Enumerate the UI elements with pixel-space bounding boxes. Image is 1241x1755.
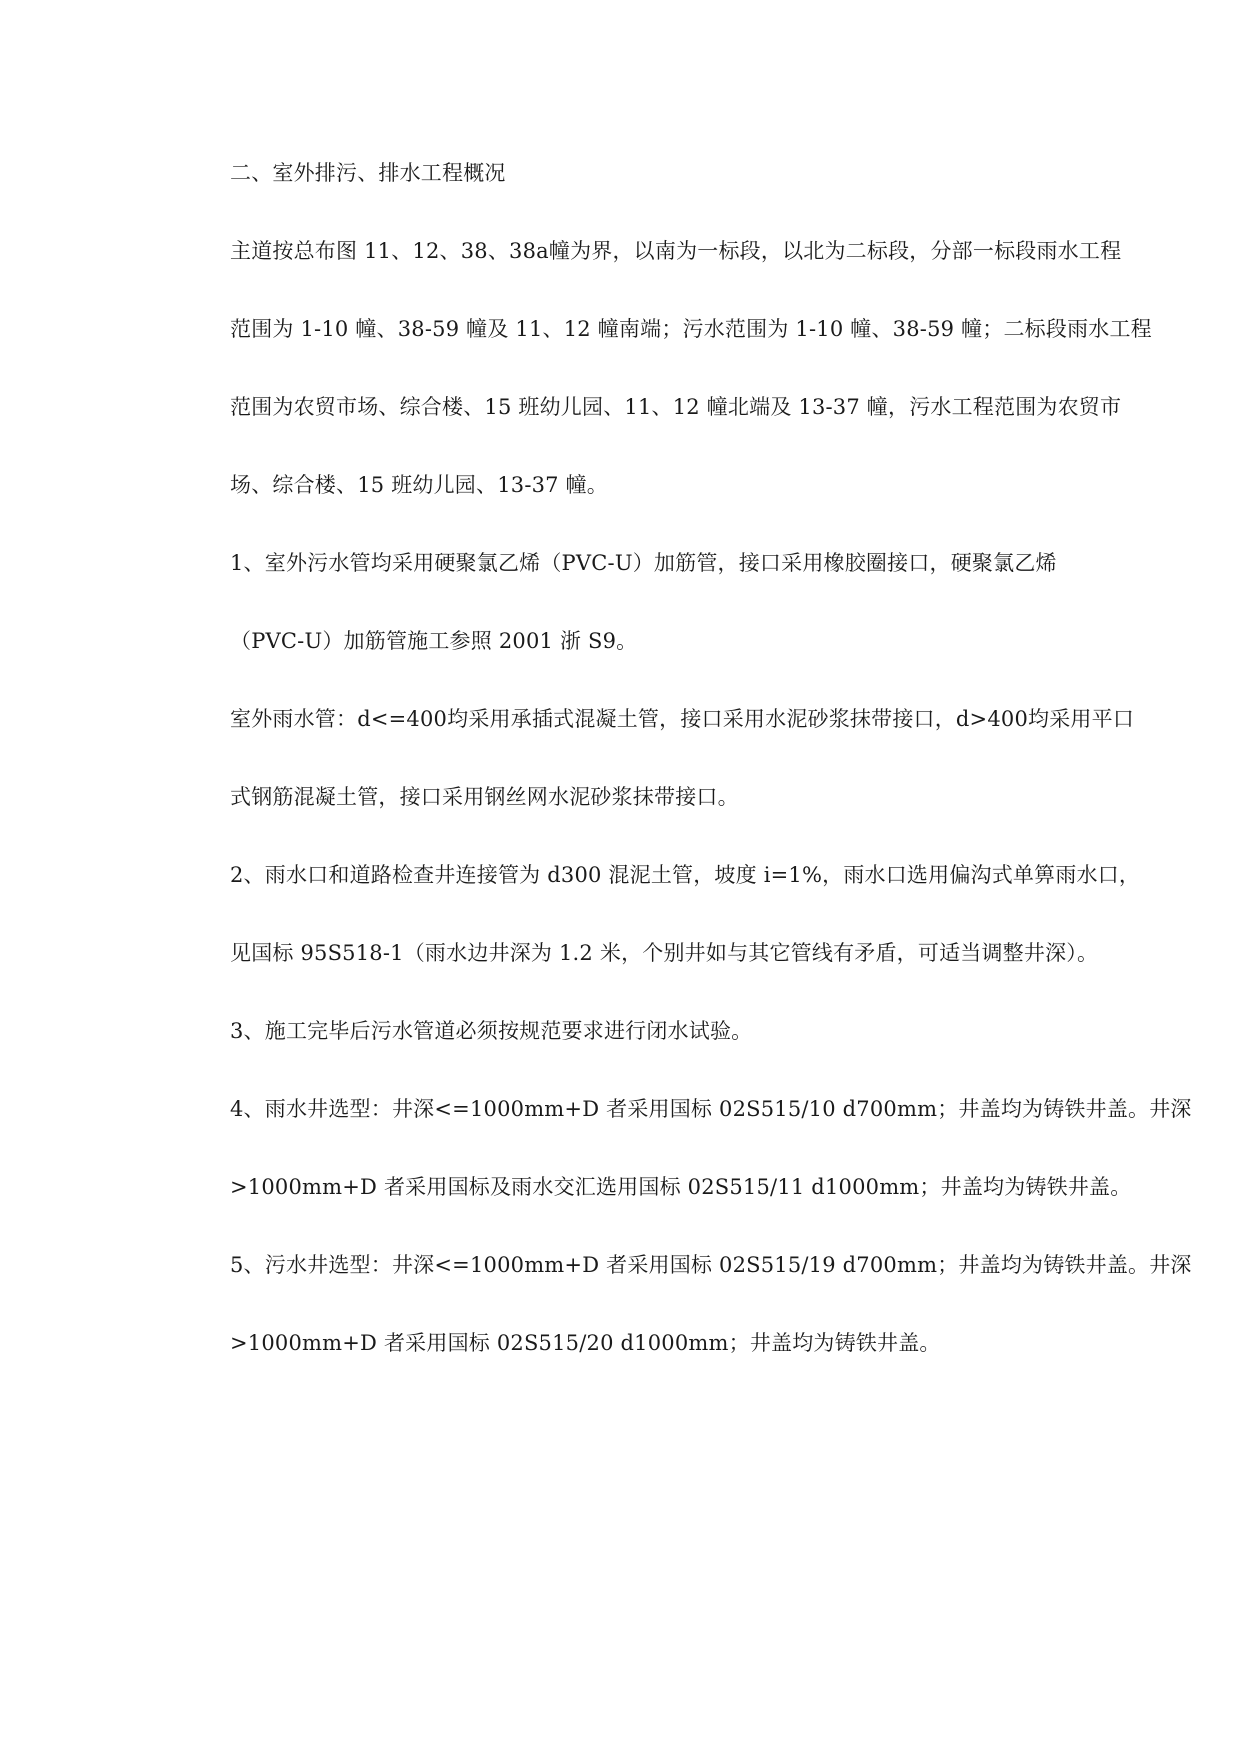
paragraph-line: 见国标 95S518-1（雨水边井深为 1.2 米，个别井如与其它管线有矛盾，可适当调整井深）。 [230,941,1099,965]
paragraph-line: 主道按总布图 11、12、38、38a幢为界，以南为一标段，以北为二标段，分部一标段雨水工程 [230,239,1122,263]
paragraph-line: 场、综合楼、15 班幼儿园、13-37 幢。 [230,473,609,497]
paragraph-line: 式钢筋混凝土管，接口采用钢丝网水泥砂浆抹带接口。 [230,785,739,809]
paragraph-line: 3、施工完毕后污水管道必须按规范要求进行闭水试验。 [230,1019,753,1043]
paragraph-line: 范围为农贸市场、综合楼、15 班幼儿园、11、12 幢北端及 13-37 幢，污水工程范围为农贸市 [230,395,1122,419]
paragraph-line: 4、雨水井选型：井深<=1000mm+D 者采用国标 02S515/10 d700mm；井盖均为铸铁井盖。井深 [230,1097,1192,1121]
paragraph-line: 2、雨水口和道路检查井连接管为 d300 混泥土管，坡度 i=1%，雨水口选用偏沟式单箅雨水口， [230,863,1141,887]
section-heading: 二、室外排污、排水工程概况 [230,161,506,185]
paragraph-line: >1000mm+D 者采用国标 02S515/20 d1000mm；井盖均为铸铁井盖。 [230,1331,941,1355]
paragraph-line: >1000mm+D 者采用国标及雨水交汇选用国标 02S515/11 d1000mm；井盖均为铸铁井盖。 [230,1175,1132,1199]
paragraph-line: 1、室外污水管均采用硬聚氯乙烯（PVC-U）加筋管，接口采用橡胶圈接口，硬聚氯乙烯 [230,551,1057,575]
paragraph-line: 室外雨水管：d<=400均采用承插式混凝土管，接口采用水泥砂浆抹带接口，d>400均采用平口 [230,707,1135,731]
paragraph-line: （PVC-U）加筋管施工参照 2001 浙 S9。 [230,629,638,653]
paragraph-line: 5、污水井选型：井深<=1000mm+D 者采用国标 02S515/19 d700mm；井盖均为铸铁井盖。井深 [230,1253,1192,1277]
paragraph-line: 范围为 1-10 幢、38-59 幢及 11、12 幢南端；污水范围为 1-10 幢、38-59 幢；二标段雨水工程 [230,317,1152,341]
